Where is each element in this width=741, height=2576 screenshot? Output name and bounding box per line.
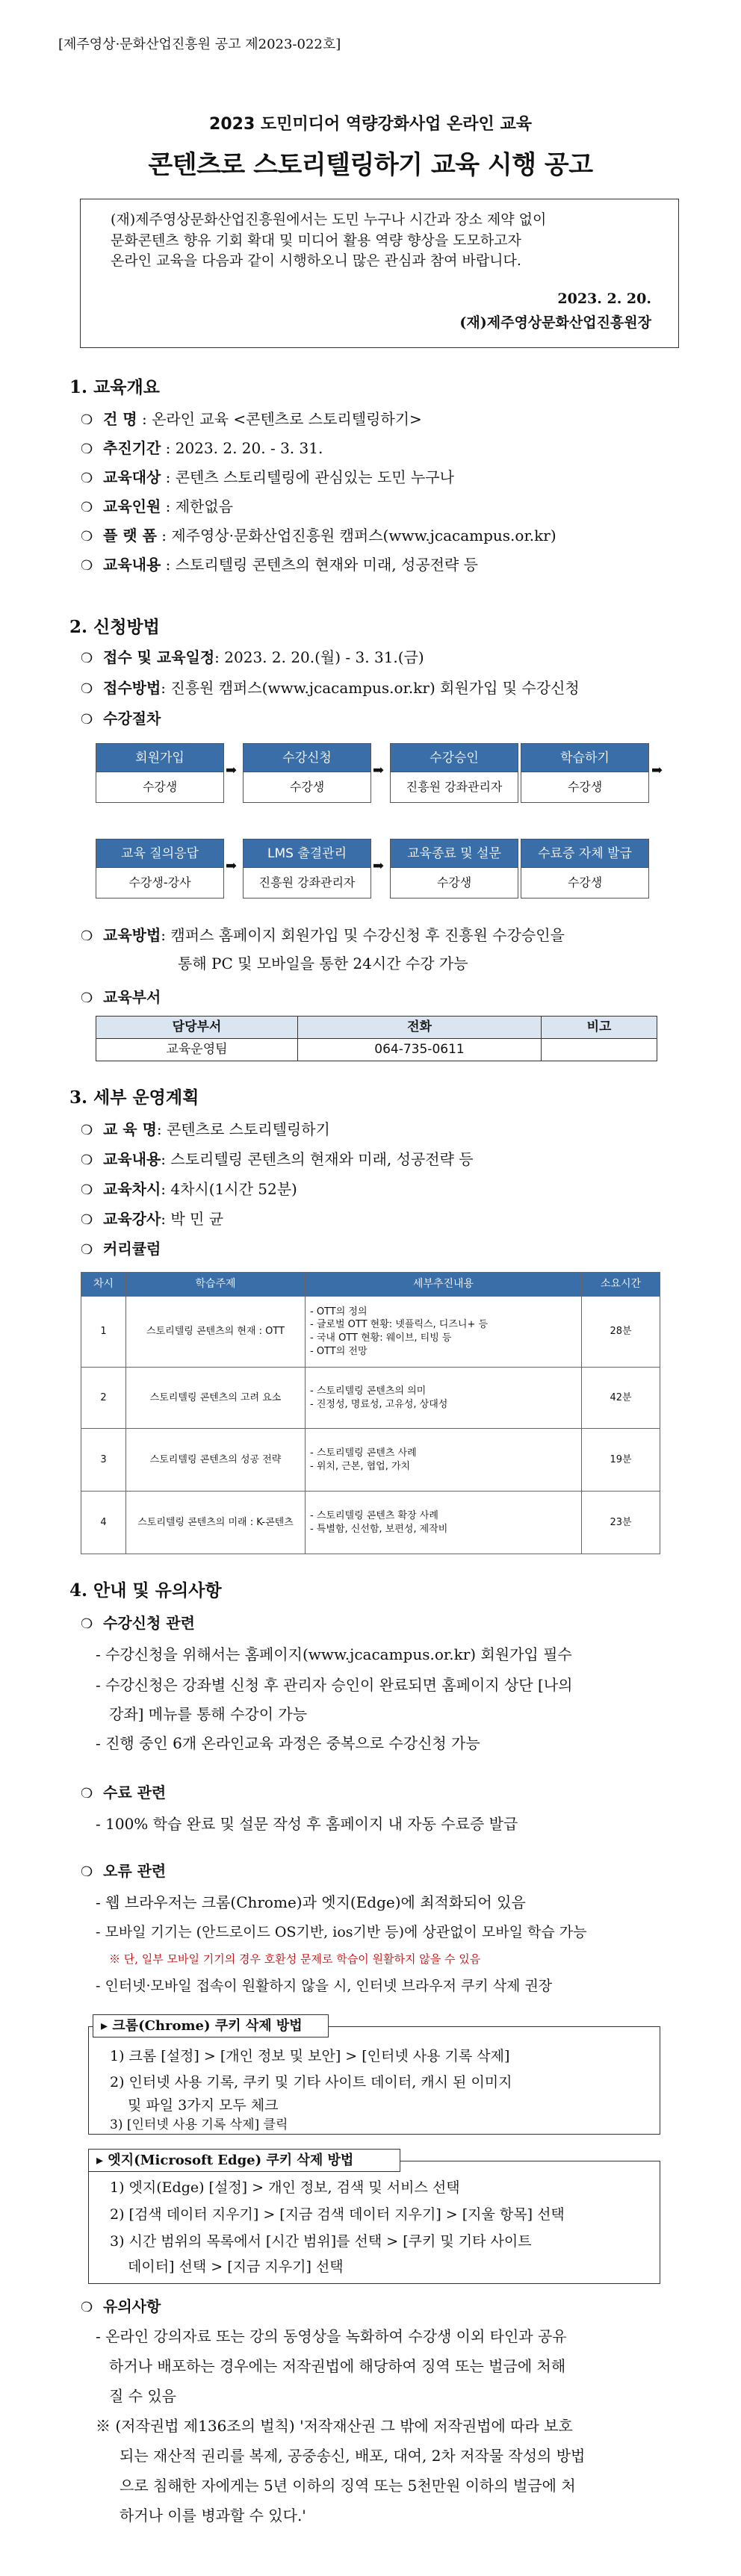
notice-line: 강좌] 메뉴를 통해 수강이 가능: [109, 1705, 308, 1723]
notice-group-title: ❍ 수강신청 관련: [81, 1612, 195, 1634]
bullet-icon: ❍: [81, 1242, 93, 1258]
chrome-box: [88, 2026, 660, 2135]
method-item-cont: 통해 PC 및 모바일을 통한 24시간 수강 가능: [178, 955, 468, 972]
overview-item: ❍ 추진기간 : 2023. 2. 20. - 3. 31.: [81, 437, 323, 459]
process-step: 학습하기 수강생: [521, 743, 649, 803]
overview-item: ❍ 교육내용 : 스토리텔링 콘텐츠의 현재와 미래, 성공전략 등: [81, 553, 478, 576]
box-line: 1) 엣지(Edge) [설정] > 개인 정보, 검색 및 서비스 선택: [110, 2179, 460, 2196]
curriculum-cell: 1: [81, 1297, 126, 1368]
apply-item: ❍ 수강절차: [81, 707, 161, 730]
intro-date: 2023. 2. 20.: [557, 291, 651, 307]
curriculum-cell: - 스토리텔링 콘텐츠 사례 - 위치, 근본, 협업, 가치: [306, 1429, 582, 1492]
notice-line: 질 수 있음: [109, 2387, 176, 2405]
dept-cell: [542, 1039, 657, 1061]
bullet-icon: ❍: [81, 412, 93, 428]
process-step: 교육종료 및 설문 수강생: [390, 839, 518, 899]
overview-item: ❍ 플 랫 폼 : 제주영상·문화산업진흥원 캠퍼스(www.jcacampus.or.kr): [81, 524, 556, 547]
box-line: 데이터] 선택 > [지금 지우기] 선택: [128, 2259, 344, 2275]
arrow-icon: ➡: [226, 763, 238, 778]
dept-cell: 교육운영팀: [96, 1039, 298, 1061]
dept-cell: 064-735-0611: [298, 1039, 542, 1061]
bullet-icon: ❍: [81, 990, 93, 1006]
page-title: 콘텐츠로 스토리텔링하기 교육 시행 공고: [148, 150, 593, 180]
curriculum-table: [81, 1272, 660, 1554]
plan-item: ❍ 교육차시: 4차시(1시간 52분): [81, 1178, 297, 1200]
dept-header: 전화: [298, 1017, 542, 1039]
bullet-icon: ❍: [81, 1212, 93, 1228]
intro-line: 온라인 교육을 다음과 같이 시행하오니 많은 관심과 참여 바랍니다.: [111, 252, 521, 270]
curriculum-header: 세부추진내용: [306, 1273, 582, 1297]
bullet-icon: ❍: [81, 651, 93, 666]
edge-box: [88, 2161, 660, 2284]
bullet-icon: ❍: [81, 1616, 93, 1632]
overview-item: ❍ 교육대상 : 콘텐츠 스토리텔링에 관심있는 도민 누구나: [81, 466, 454, 488]
arrow-icon: ➡: [651, 763, 663, 778]
arrow-icon: ➡: [226, 858, 238, 874]
bullet-icon: ❍: [81, 558, 93, 574]
notice-line: 하거나 배포하는 경우에는 저작권법에 해당하여 징역 또는 벌금에 처해: [109, 2357, 566, 2375]
curriculum-cell: 19분: [582, 1429, 660, 1492]
curriculum-cell: 스토리텔링 콘텐츠의 고려 요소: [126, 1368, 306, 1429]
curriculum-cell: - 스토리텔링 콘텐츠의 의미 - 진정성, 명료성, 고유성, 상대성: [306, 1368, 582, 1429]
apply-item: ❍ 접수 및 교육일정: 2023. 2. 20.(월) - 3. 31.(금): [81, 646, 424, 668]
page-subtitle: 2023 도민미디어 역량강화사업 온라인 교육: [209, 115, 532, 134]
copyright-note: ※ (저작권법 제136조의 벌칙) '저작재산권 그 밖에 저작권법에 따라 보호: [96, 2417, 573, 2435]
bullet-icon: ❍: [81, 1123, 93, 1138]
notice-line: - 모바일 기기는 (안드로이드 OS기반, ios기반 등)에 상관없이 모바일 학습 가능: [96, 1924, 587, 1940]
bullet-icon: ❍: [81, 681, 93, 697]
curriculum-cell: 3: [81, 1429, 126, 1492]
dept-item: ❍ 교육부서: [81, 986, 161, 1008]
apply-item: ❍ 접수방법: 진흥원 캠퍼스(www.jcacampus.or.kr) 회원가입 및 수강신청: [81, 677, 580, 699]
process-step: 교육 질의응답 수강생-강사: [96, 839, 224, 899]
bullet-icon: ❍: [81, 1152, 93, 1168]
bullet-icon: ❍: [81, 1786, 93, 1801]
intro-box: [80, 199, 679, 348]
overview-item: ❍ 교육인원 : 제한없음: [81, 495, 233, 518]
bullet-icon: ❍: [81, 712, 93, 727]
curriculum-header: 차시: [81, 1273, 126, 1297]
notice-group-title: ❍ 유의사항: [81, 2295, 161, 2318]
dept-header: 담당부서: [96, 1017, 298, 1039]
bullet-icon: ❍: [81, 471, 93, 486]
curriculum-cell: 스토리텔링 콘텐츠의 미래 : K-콘텐츠: [126, 1492, 306, 1554]
curriculum-cell: - OTT의 정의 - 글로벌 OTT 현황: 넷플릭스, 디즈니+ 등 - 국내 OTT 현황: 웨이브, 티빙 등 - OTT의 전망: [306, 1297, 582, 1368]
notice-group-title: ❍ 오류 관련: [81, 1860, 166, 1882]
process-step: 수강신청 수강생: [243, 743, 371, 803]
plan-item: ❍ 커리큘럼: [81, 1238, 161, 1260]
notice-line: - 온라인 강의자료 또는 강의 동영상을 녹화하여 수강생 이외 타인과 공유: [96, 2327, 567, 2345]
notice-line: - 수강신청을 위해서는 홈페이지(www.jcacampus.or.kr) 회원가입 필수: [96, 1645, 572, 1663]
copyright-note: 으로 침해한 자에게는 5년 이하의 징역 또는 5천만원 이하의 벌금에 처: [120, 2477, 576, 2495]
process-step: LMS 출결관리 진흥원 강좌관리자: [243, 839, 371, 899]
curriculum-header: 학습주제: [126, 1273, 306, 1297]
box-line: 2) [검색 데이터 지우기] > [지금 검색 데이터 지우기] > [지울 항목] 선택: [110, 2206, 565, 2223]
curriculum-cell: 4: [81, 1492, 126, 1554]
notice-line: - 진행 중인 6개 온라인교육 과정은 중복으로 수강신청 가능: [96, 1734, 480, 1752]
plan-item: ❍ 교 육 명: 콘텐츠로 스토리텔링하기: [81, 1118, 330, 1140]
method-item: ❍ 교육방법: 캠퍼스 홈페이지 회원가입 및 수강신청 후 진흥원 수강승인을: [81, 924, 565, 946]
copyright-note: 되는 재산적 권리를 복제, 공중송신, 배포, 대여, 2차 저작물 작성의 방법: [120, 2447, 586, 2465]
intro-line: (재)제주영상문화산업진흥원에서는 도민 누구나 시간과 장소 제약 없이: [111, 211, 547, 228]
bullet-icon: ❍: [81, 500, 93, 515]
bullet-icon: ❍: [81, 1864, 93, 1880]
process-step: 회원가입 수강생: [96, 743, 224, 803]
box-line: 1) 크롬 [설정] > [개인 정보 및 보안] > [인터넷 사용 기록 삭제]: [110, 2048, 510, 2064]
curriculum-cell: - 스토리텔링 콘텐츠 확장 사례 - 특별함, 신선함, 보편성, 제작비: [306, 1492, 582, 1554]
process-step: 수료증 자체 발급 수강생: [521, 839, 649, 899]
dept-header: 비고: [542, 1017, 657, 1039]
plan-item: ❍ 교육내용: 스토리텔링 콘텐츠의 현재와 미래, 성공전략 등: [81, 1148, 474, 1170]
bullet-icon: ❍: [81, 1182, 93, 1198]
curriculum-cell: 23분: [582, 1492, 660, 1554]
curriculum-cell: 2: [81, 1368, 126, 1429]
notice-group-title: ❍ 수료 관련: [81, 1781, 166, 1804]
section-title: 1. 교육개요: [69, 377, 160, 397]
intro-line: 문화콘텐츠 향유 기회 확대 및 미디어 활용 역량 향상을 도모하고자: [111, 232, 521, 249]
section-title: 3. 세부 운영계획: [69, 1087, 199, 1108]
intro-org: (재)제주영상문화산업진흥원장: [459, 314, 651, 331]
curriculum-cell: 스토리텔링 콘텐츠의 성공 전략: [126, 1429, 306, 1492]
notice-line: - 웹 브라우저는 크롬(Chrome)과 엣지(Edge)에 최적화되어 있음: [96, 1893, 526, 1911]
bullet-icon: ❍: [81, 2300, 93, 2315]
box-line: 2) 인터넷 사용 기록, 쿠키 및 기타 사이트 데이터, 캐시 된 이미지: [110, 2074, 512, 2091]
copyright-note: 하거나 이를 병과할 수 있다.': [120, 2507, 306, 2524]
bullet-icon: ❍: [81, 441, 93, 457]
notice-line: - 100% 학습 완료 및 설문 작성 후 홈페이지 내 자동 수료증 발급: [96, 1815, 518, 1833]
arrow-icon: ➡: [373, 763, 385, 778]
box-line: 3) [인터넷 사용 기록 삭제] 클릭: [110, 2117, 288, 2132]
section-title: 4. 안내 및 유의사항: [69, 1580, 222, 1601]
notice-line: - 인터넷·모바일 접속이 원활하지 않을 시, 인터넷 브라우저 쿠키 삭제 권장: [96, 1978, 553, 1994]
process-step: 수강승인 진흥원 강좌관리자: [390, 743, 518, 803]
curriculum-cell: 42분: [582, 1368, 660, 1429]
notice-line: - 수강신청은 강좌별 신청 후 관리자 승인이 완료되면 홈페이지 상단 [나의: [96, 1676, 573, 1694]
chrome-box-heading: ▸ 크롬(Chrome) 쿠키 삭제 방법: [93, 2014, 329, 2037]
edge-box-heading: ▸ 엣지(Microsoft Edge) 쿠키 삭제 방법: [88, 2149, 400, 2172]
dept-table: [96, 1016, 657, 1061]
arrow-icon: ➡: [373, 858, 385, 874]
box-line: 3) 시간 범위의 목록에서 [시간 범위]를 선택 > [쿠키 및 기타 사이트: [110, 2233, 532, 2250]
overview-item: ❍ 건 명 : 온라인 교육 <콘텐츠로 스토리텔링하기>: [81, 408, 422, 430]
plan-item: ❍ 교육강사: 박 민 균: [81, 1208, 223, 1230]
notice-note: ※ 단, 일부 모바일 기기의 경우 호환성 문제로 학습이 원활하지 않을 수 있음: [109, 1952, 481, 1966]
bullet-icon: ❍: [81, 529, 93, 544]
box-line: 및 파일 3가지 모두 체크: [128, 2097, 279, 2114]
curriculum-cell: 28분: [582, 1297, 660, 1368]
section-title: 2. 신청방법: [69, 617, 160, 637]
curriculum-cell: 스토리텔링 콘텐츠의 현재 : OTT: [126, 1297, 306, 1368]
notice-number: [제주영상·문화산업진흥원 공고 제2023-022호]: [58, 37, 341, 52]
bullet-icon: ❍: [81, 928, 93, 944]
curriculum-header: 소요시간: [582, 1273, 660, 1297]
